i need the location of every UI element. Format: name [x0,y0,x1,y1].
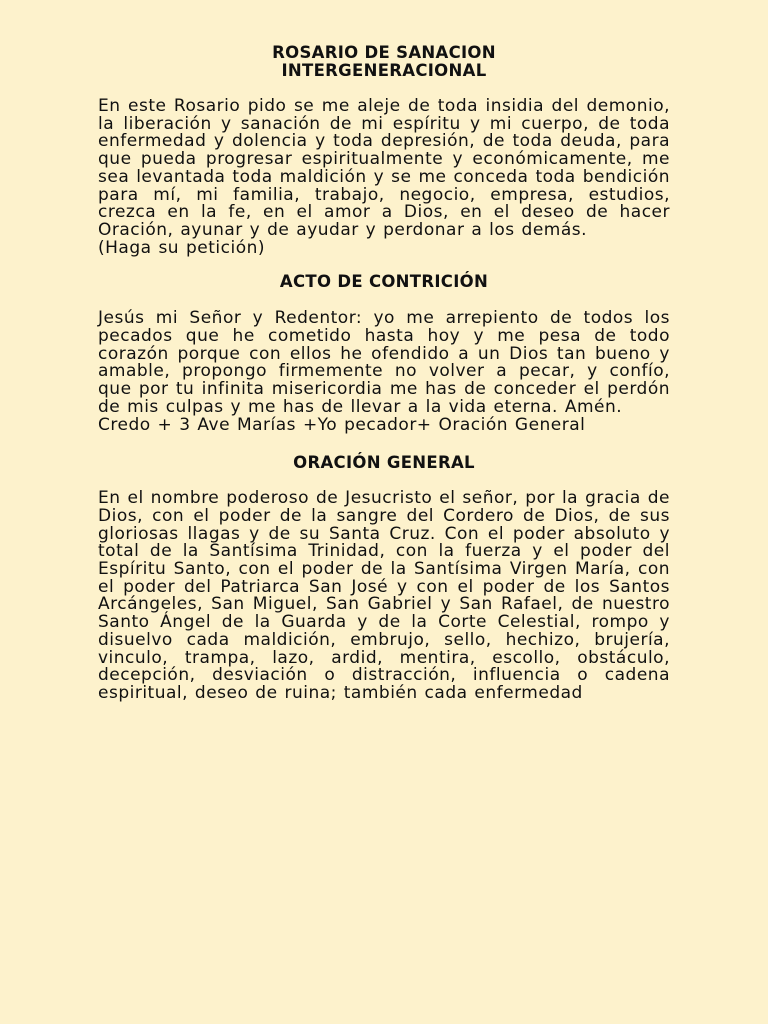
document-title [98,44,670,80]
title-line-2: INTERGENERACIONAL [281,61,487,80]
general-prayer-paragraph: En el nombre poderoso de Jesucristo el señor, por la gracia de Dios, con el poder de la sangre del Cordero de Dios, de sus gloriosas llagas y de su Santa Cruz. Con el poder absoluto y total de la Santísima Trinidad, con la fuerza y el poder del Espíritu Santo, con el poder de la Santísima Virgen María, con el poder del Patriarca San José y con el poder de los Santos Arcángeles, San Miguel, San Gabriel y San Rafael, de nuestro Santo Ángel de la Guarda y de la Corte Celestial, rompo y disuelvo cada maldición, embrujo, sello, hechizo, brujería, vinculo, trampa, lazo, ardid, mentira, escollo, obstáculo, decepción, desviación o distracción, influencia o cadena espiritual, deseo de ruina; también cada enfermedad [98,488,670,703]
intro-text: En este Rosario pido se me aleje de toda insidia del demonio, la liberación y sanación de mi espíritu y mi cuerpo, de toda enfermedad y dolencia y toda depresión, de toda deuda, para que pueda progresar espiritualmente y económicamente, me sea levantada toda maldición y se me conceda toda bendición para mí, mi familia, trabajo, negocio, empresa, estudios, crezca en la fe, en el amor a Dios, en el deseo de hacer Oración, ayunar y de ayudar y perdonar a los demás. [98,96,670,240]
contrition-text: Jesús mi Señor y Redentor: yo me arrepiento de todos los pecados que he cometido hasta hoy y me pesa de todo corazón porque con ellos he ofendido a un Dios tan bueno y amable, propongo firmemente no volver a pecar, y confío, que por tu infinita misericordia me has de conceder el perdón de mis culpas y me has de llevar a la vida eterna. Amén. [98,308,670,417]
title-line-1: ROSARIO DE SANACION [272,43,496,62]
contrition-paragraph [98,310,670,434]
prayer-sequence-note: Credo + 3 Ave Marías +Yo pecador+ Oración General [98,414,586,435]
petition-note: (Haga su petición) [98,237,265,258]
general-prayer-heading: ORACIÓN GENERAL [293,453,475,473]
intro-paragraph [98,98,670,257]
contrition-heading: ACTO DE CONTRICIÓN [279,272,489,292]
